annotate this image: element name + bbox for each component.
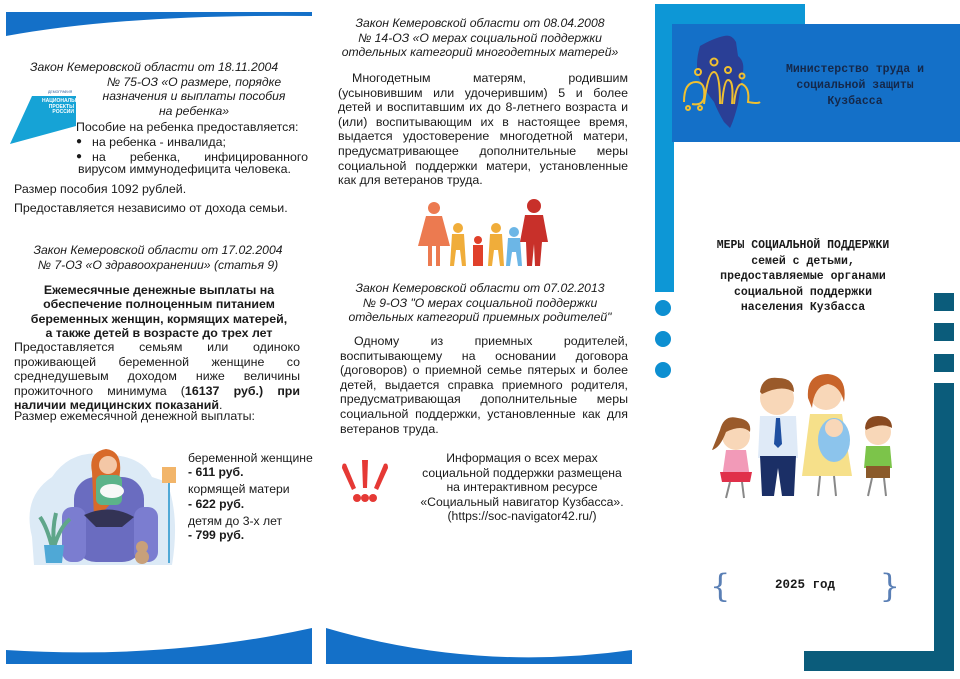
payment-amount: - 622 руб. (188, 496, 245, 511)
year-label: 2025 год (774, 578, 835, 592)
law-line: № 75-ОЗ «О размере, порядке (106, 74, 282, 89)
right-panel (640, 0, 960, 679)
ministry-line: Кузбасса (827, 95, 883, 108)
heading-line: Ежемесячные денежные выплаты на (43, 283, 275, 297)
law-line: № 7-ОЗ «О здравоохранении» (статья 9) (37, 257, 279, 272)
law-line: № 14-ОЗ «О мерах социальной поддержки (358, 30, 602, 45)
law-heading-14oz (334, 16, 626, 60)
monthly-size-label: Размер ежемесячной денежной выплаты: (14, 409, 255, 423)
payment-amount: - 611 руб. (188, 465, 244, 480)
navigator-link[interactable]: (https://soc-navigator42.ru/) (447, 509, 597, 524)
ministry-line: Министерство труда и (785, 63, 925, 76)
benefit-size: Размер пособия 1092 рублей. (14, 182, 187, 196)
left-panel (0, 0, 320, 679)
benefit-list (76, 120, 308, 164)
navigator-info (416, 451, 628, 524)
decor-square (934, 293, 954, 311)
list-item-text: на ребенка - инвалида; (92, 134, 226, 149)
logo-line: РОССИИ (52, 109, 74, 116)
payment-amounts (188, 451, 318, 545)
title-line: населения Кузбасса (740, 301, 866, 314)
law-line: на ребенка» (158, 103, 230, 118)
benefit-income-note: Предоставляется независимо от дохода семьи. (14, 201, 288, 215)
law-line: Закон Кемеровской области от 17.02.2004 (33, 243, 283, 257)
title-line: семей с детьми, (751, 254, 855, 268)
bottom-wave-banner (6, 628, 312, 664)
payment-item (188, 514, 318, 542)
body-text-end: . (218, 398, 223, 413)
heading-line: беременных женщин, кормящих матерей, (30, 311, 288, 326)
monthly-payments-body (14, 340, 300, 413)
payment-label: беременной женщине (188, 451, 313, 465)
family-silhouette-icon (412, 198, 552, 268)
title-line: МЕРЫ СОЦИАЛЬНОЙ ПОДДЕРЖКИ (716, 239, 890, 252)
logo-line: НАЦИОНАЛЬНЫЕ (42, 98, 87, 104)
bullet-icon: ● (76, 135, 83, 147)
benefit-intro (76, 120, 308, 135)
left-brace-icon: { (710, 567, 731, 605)
payment-label: кормящей матери (188, 482, 290, 497)
family-cartoon-illustration (702, 368, 910, 504)
year-block (710, 568, 900, 604)
kuzbass-ministry-logo (680, 32, 762, 132)
monthly-payments-heading (18, 283, 300, 341)
law-line: № 9-ОЗ "О мерах социальной поддержки (362, 295, 598, 310)
mother-with-baby-illustration (22, 437, 182, 567)
info-line: на интерактивном ресурсе (446, 480, 598, 495)
top-wave-banner (6, 12, 312, 36)
payment-item (188, 482, 318, 510)
brochure-title (690, 238, 916, 316)
title-line: социальной поддержки (733, 285, 873, 299)
bottom-wave-banner (326, 628, 632, 664)
law-line: отдельных категорий приемных родителей" (348, 310, 612, 324)
law-line: Закон Кемеровской области от 08.04.2008 (355, 16, 605, 30)
law-heading-7oz (20, 243, 296, 272)
body-text: Предоставляется семьям или одиноко проживающей беременной женщине со среднедушевым доходом ниже величины прожиточного минимума ( (14, 340, 300, 398)
frame-top-bar (655, 4, 805, 24)
payment-item (188, 451, 318, 479)
logo-line: ПРОЕКТЫ (48, 103, 74, 110)
law-line: отдельных категорий многодетных матерей» (341, 45, 619, 59)
law-heading-9oz (334, 281, 626, 325)
payment-amount: - 799 руб. (188, 528, 245, 543)
middle-panel (320, 0, 640, 679)
logo-top-text: ДЕМОГРАФИЯ (48, 90, 73, 94)
decor-dot (655, 300, 671, 316)
ministry-line: социальной защиты (796, 79, 914, 92)
law-line: Закон Кемеровской области от 18.11.2004 (30, 60, 279, 74)
right-brace-icon: } (879, 567, 900, 605)
frame-bottom-bar (804, 651, 954, 671)
law-line: назначения и выплаты пособия (102, 89, 286, 103)
heading-line: обеспечение полноценным питанием (43, 297, 275, 312)
info-line: Информация о всех мерах (446, 451, 598, 465)
benefit-item-continuation: вирусом иммунодефицита человека. (78, 162, 291, 176)
info-line: «Социальный навигатор Кузбасса». (420, 494, 624, 509)
benefit-intro-text: Пособие на ребенка предоставляется: (76, 120, 299, 134)
bullet-icon: ● (76, 150, 83, 162)
ministry-name (770, 62, 940, 110)
income-threshold: 16137 руб.) при наличии медицинских показаний (14, 383, 300, 413)
heading-line: а также детей в возрасте до трех лет (45, 326, 273, 341)
list-item-text: на ребенка, инфицированного (92, 149, 308, 164)
info-line: социальной поддержки размещена (422, 465, 622, 480)
many-children-mothers-body: Многодетным матерям, родившим (усыновившим или удочерившим) 5 и более детей и воспитавшим их до 8-летнего возраста и (или) воспитывающим их в настоящее время, выдается удостоверение многодетной матери, предусматривающее дополнительные меры социальной поддержки матери, установленные как для ветеранов труда. (338, 71, 628, 188)
payment-label: детям до 3-х лет (188, 513, 283, 528)
frame-right-bar (934, 383, 954, 671)
decor-square (934, 323, 954, 341)
decor-dot (655, 331, 671, 347)
decor-dot (655, 362, 671, 378)
foster-parents-body: Одному из приемных родителей, воспитывающему на основании договора (договоров) о приемной семье пятерых и более детей, выдается справка приемного родителя, предусматривающая дополнительные меры социальной поддержки, установленные как для ветеранов труда. (340, 334, 628, 436)
law-heading-75oz (30, 60, 290, 118)
law-line: Закон Кемеровской области от 07.02.2013 (355, 281, 605, 295)
exclamation-icon (340, 458, 390, 504)
title-line: предоставляемые органами (720, 270, 886, 283)
decor-square (934, 354, 954, 372)
list-item (76, 135, 308, 150)
